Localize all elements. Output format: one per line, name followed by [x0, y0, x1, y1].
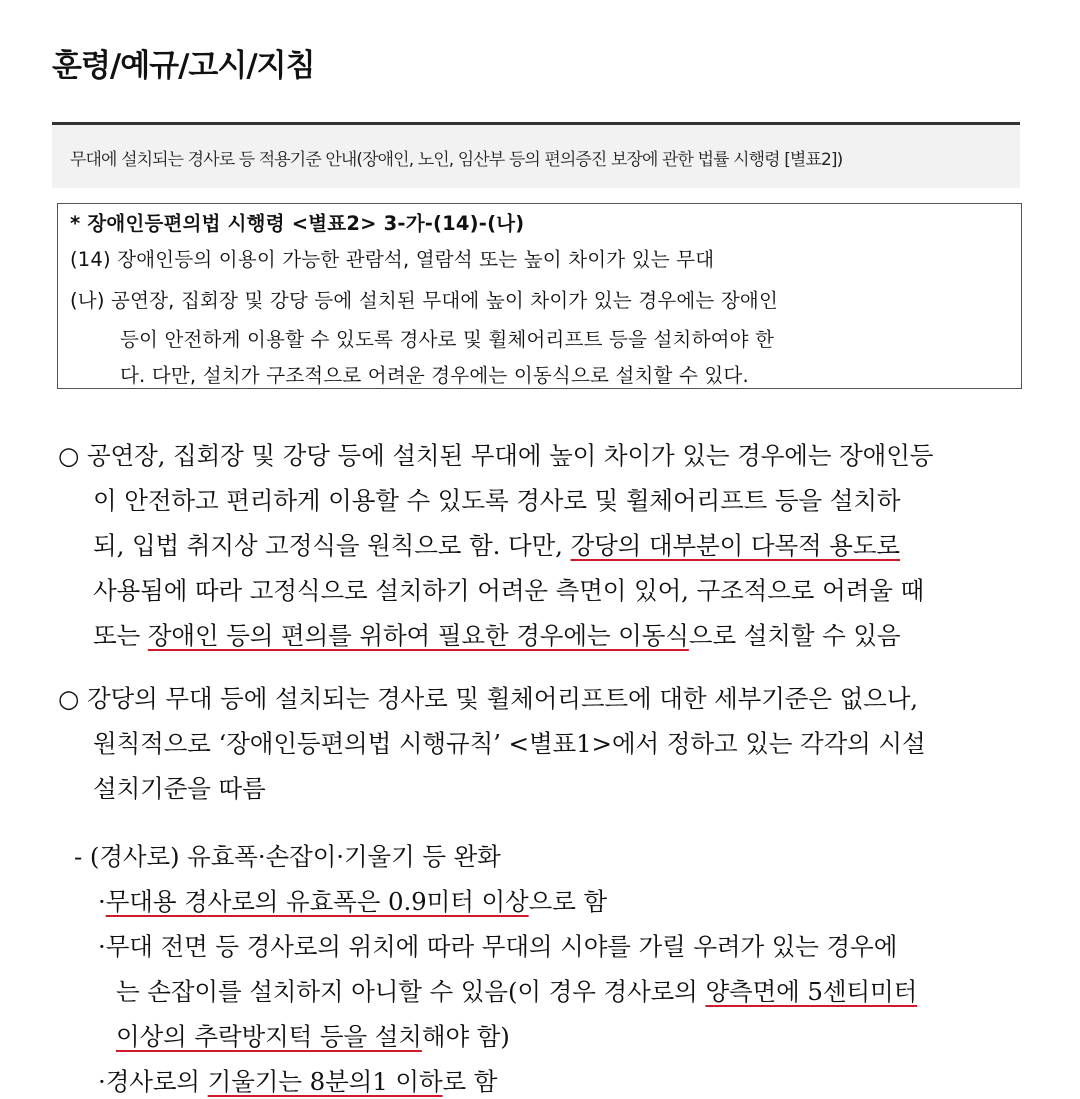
- underlined-text: 장애인 등의 편의를 위하여 필요한 경우에는 이동식: [147, 621, 689, 650]
- law-line: 다. 다만, 설치가 구조적으로 어려운 경우에는 이동식으로 설치할 수 있다.: [120, 364, 749, 387]
- text-span: ·경사로의: [98, 1067, 208, 1096]
- law-excerpt-box: [57, 203, 1022, 389]
- bullet-dot: ·: [98, 887, 106, 916]
- text-span: 으로 설치할 수 있음: [688, 621, 901, 650]
- law-line: 등이 안전하게 이용할 수 있도록 경사로 및 휠체어리프트 등을 설치하여야 한: [120, 328, 775, 351]
- sub-heading: - (경사로) 유효폭·손잡이·기울기 등 완화: [74, 842, 501, 871]
- paragraph-line: 원칙적으로 ‘장애인등편의법 시행규칙’ <별표1>에서 정하고 있는 각각의 시설: [93, 729, 926, 758]
- paragraph-line: [93, 527, 900, 562]
- list-item-cont: [116, 1018, 510, 1053]
- paragraph-line: 사용됨에 따라 고정식으로 설치하기 어려운 측면이 있어, 구조적으로 어려울 때: [93, 576, 925, 605]
- notice-header: [52, 122, 1020, 188]
- notice-title: 무대에 설치되는 경사로 등 적용기준 안내(장애인, 노인, 임산부 등의 편의증진 보장에 관한 법률 시행령 [별표2]): [70, 150, 843, 170]
- text-span: 로 함: [442, 1067, 498, 1096]
- list-item: [98, 883, 607, 918]
- text-span: 되, 입법 취지상 고정식을 원칙으로 함. 다만,: [93, 531, 571, 560]
- paragraph-line: 설치기준을 따름: [93, 774, 266, 803]
- paragraph-line: 이 안전하고 편리하게 이용할 수 있도록 경사로 및 휠체어리프트 등을 설치하: [93, 486, 901, 515]
- paragraph-line: ○ 공연장, 집회장 및 강당 등에 설치된 무대에 높이 차이가 있는 경우에는 장애인등: [58, 441, 934, 470]
- text-span: 으로 함: [528, 887, 608, 916]
- paragraph-line: ○ 강당의 무대 등에 설치되는 경사로 및 휠체어리프트에 대한 세부기준은 없으나,: [58, 684, 918, 713]
- underlined-text: 무대용 경사로의 유효폭은 0.9미터 이상: [105, 887, 529, 916]
- law-line: (14) 장애인등의 이용이 가능한 관람석, 열람석 또는 높이 차이가 있는 무대: [70, 248, 715, 271]
- page-title: 훈령/예규/고시/지침: [52, 48, 315, 84]
- list-item: ·무대 전면 등 경사로의 위치에 따라 무대의 시야를 가릴 우려가 있는 경우에: [98, 932, 898, 961]
- list-item-cont: [116, 973, 917, 1008]
- text-span: 또는: [93, 621, 148, 650]
- underlined-text: 기울기는 8분의1 이하: [207, 1067, 443, 1096]
- law-reference: * 장애인등편의법 시행령 <별표2> 3-가-(14)-(나): [70, 212, 525, 235]
- underlined-text: 이상의 추락방지턱 등을 설치: [116, 1022, 422, 1051]
- paragraph-line: [93, 617, 900, 652]
- underlined-text: 강당의 대부분이 다목적 용도로: [570, 531, 900, 560]
- list-item: [98, 1063, 497, 1098]
- law-line: (나) 공연장, 집회장 및 강당 등에 설치된 무대에 높이 차이가 있는 경우에는 장애인: [70, 289, 778, 312]
- text-span: 해야 함): [421, 1022, 510, 1051]
- text-span: 는 손잡이를 설치하지 아니할 수 있음(이 경우 경사로의: [116, 977, 706, 1006]
- underlined-text: 양측면에 5센티미터: [705, 977, 918, 1006]
